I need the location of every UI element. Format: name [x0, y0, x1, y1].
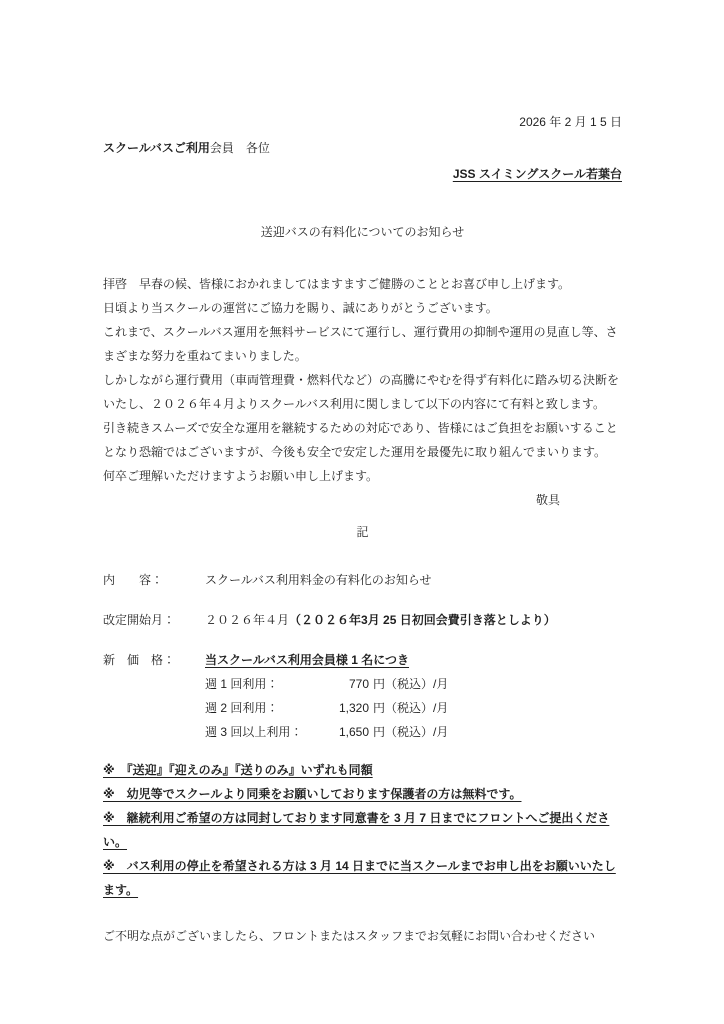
body-paragraph: 拝啓 早春の候、皆様におかれましてはますますご健勝のこととお喜び申し上げます。: [103, 277, 571, 291]
price-row-label: 週 1 回利用：: [205, 677, 279, 691]
price-row-weekly3plus: [205, 720, 622, 744]
price-row-weekly1: [205, 672, 622, 696]
notes-block: [103, 758, 622, 902]
section-new-price: [103, 648, 622, 744]
price-row-weekly2: [205, 696, 622, 720]
closing-keigu: 敬具: [535, 493, 560, 507]
price-amount: 1,320: [338, 701, 369, 715]
price-suffix: 円（税込）/月: [373, 701, 449, 715]
section-content-value: スクールバス利用料金の有料化のお知らせ: [205, 573, 432, 587]
price-amount: 770: [348, 677, 369, 691]
body-paragraph: これまで、スクールバス運用を無料サービスにて運行し、運行費用の抑制や運用の見直し等、さまざまな努力を重ねてまいりました。: [103, 325, 618, 363]
section-content: [103, 568, 622, 592]
price-row-label: 週 2 回利用：: [205, 701, 279, 715]
document-title: 送迎バスの有料化についてのお知らせ: [260, 225, 465, 239]
contact-footer: ご不明な点がございましたら、フロントまたはスタッフまでお気軽にお問い合わせください: [103, 929, 596, 943]
note-same-fee: ※ 『送迎』『迎えのみ』『送りのみ』いずれも同額: [103, 763, 373, 777]
letter-body: [103, 272, 622, 488]
record-marker-ki: 記: [356, 525, 369, 539]
document-date: 2026 年 2 月 1 5 日: [519, 115, 622, 129]
section-content-label: 内 容：: [103, 573, 164, 587]
recipient-group: スクールバスご利用: [103, 141, 210, 155]
body-paragraph: 日頃より当スクールの運営にご協力を賜り、誠にありがとうございます。: [103, 301, 498, 315]
body-paragraph: しかしながら運行費用（車両管理費・燃料代など）の高騰にやむを得ず有料化に踏み切る決断をいたし、２０２６年４月よりスクールバス利用に関しまして以下の内容にて有料と致します。: [103, 373, 620, 411]
section-revision-month: [103, 608, 622, 632]
revision-debit-note: （２０２６年3月 25 日初回会費引き落としより）: [289, 613, 556, 627]
body-paragraph: 引き続きスムーズで安全な運用を継続するための対応であり、皆様にはご負担をお願いすることとなり恐縮ではございますが、今後も安全で安定した運用を最優先に取り組んでまいります。: [103, 421, 618, 459]
recipient-honorific: 会員 各位: [209, 141, 270, 155]
section-revision-value: [205, 608, 622, 632]
section-price-label: 新 価 格：: [103, 653, 176, 667]
body-paragraph: 何卒ご理解いただけますようお願い申し上げます。: [103, 469, 379, 483]
recipient-line: [103, 136, 622, 160]
price-row-label: 週 3 回以上利用：: [205, 725, 303, 739]
price-table: [205, 648, 622, 744]
price-amount: 1,650: [338, 725, 369, 739]
section-revision-label: 改定開始月：: [103, 613, 176, 627]
note-stop-request-deadline: ※ バス利用の停止を希望される方は 3 月 14 日までに当スクールまでお申し出をお願いいたします。: [103, 859, 616, 897]
revision-month: ２０２６年４月: [205, 613, 290, 627]
price-heading: 当スクールバス利用会員様 1 名につき: [205, 653, 410, 667]
note-consent-form-deadline: ※ 継続利用ご希望の方は同封しております同意書を 3 月 7 日までにフロントへご提出ください。: [103, 811, 610, 849]
note-guardian-free: ※ 幼児等でスクールより同乗をお願いしております保護者の方は無料です。: [103, 787, 522, 801]
price-suffix: 円（税込）/月: [373, 677, 449, 691]
price-suffix: 円（税込）/月: [373, 725, 449, 739]
sender-name: JSS スイミングスクール若葉台: [452, 167, 622, 181]
sender-line: [103, 162, 622, 186]
